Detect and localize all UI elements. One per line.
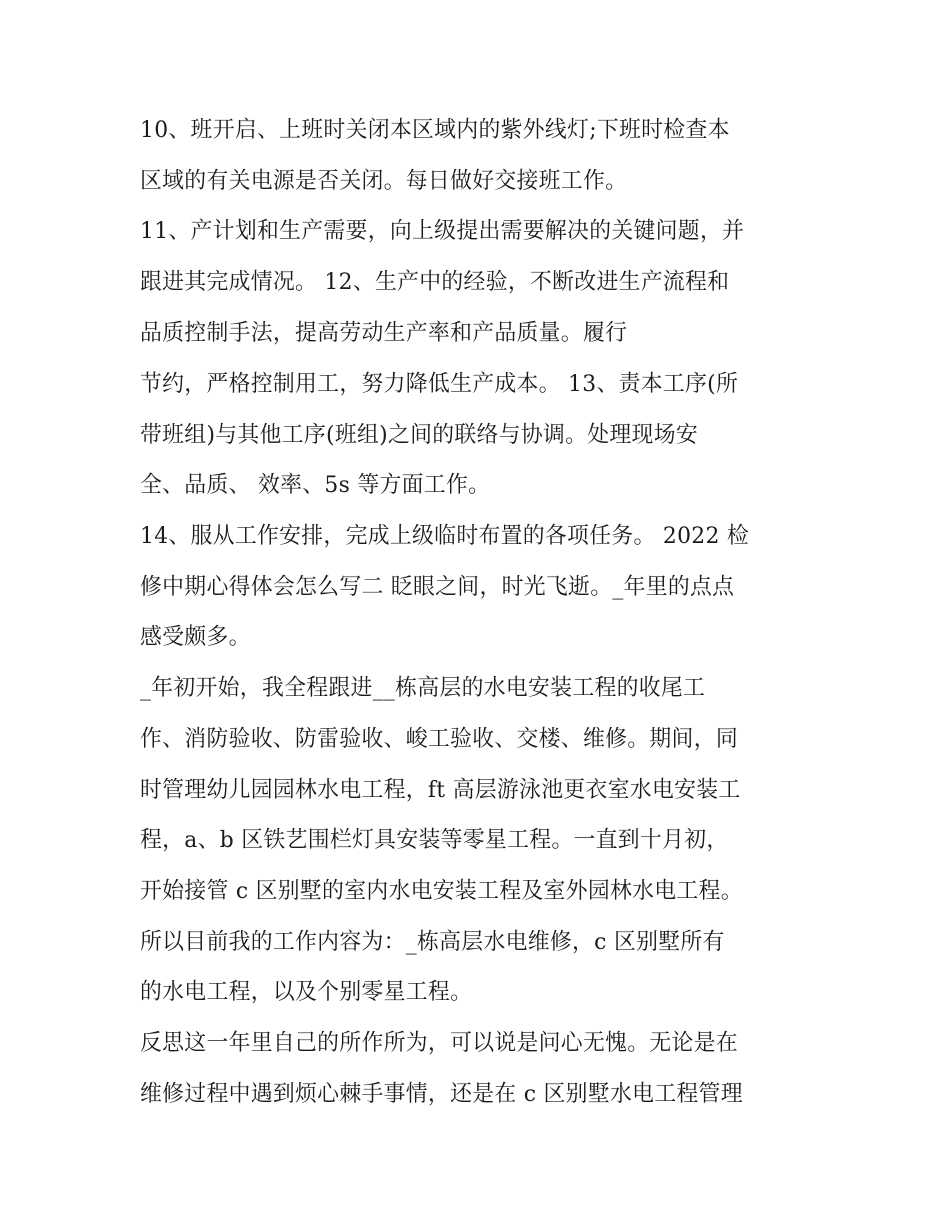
text-line: 作、消防验收、防雷验收、峻工验收、交楼、维修。期间，同 [140, 726, 739, 752]
text-line: _年初开始，我全程跟进__栋高层的水电安装工程的收尾工 [140, 675, 706, 701]
text-line: 跟进其完成情况。 12、生产中的经验，不断改进生产流程和 [140, 269, 730, 295]
text-line: 带班组)与其他工序(班组)之间的联络与协调。处理现场安 [140, 422, 699, 448]
text-line: 反思这一年里自己的所作所为，可以说是问心无愧。无论是在 [140, 1030, 739, 1056]
text-line: 修中期心得体会怎么写二 眨眼之间，时光飞逝。_年里的点点 [140, 574, 735, 600]
text-line: 14、服从工作安排，完成上级临时布置的各项任务。 2022 检 [140, 523, 750, 549]
text-line: 感受颇多。 [140, 624, 251, 650]
text-line: 开始接管 c 区别墅的室内水电安装工程及室外园林水电工程。 [140, 878, 743, 904]
text-line: 品质控制手法，提高劳动生产率和产品质量。履行 [140, 320, 628, 346]
text-line: 所以目前我的工作内容为：_栋高层水电维修，c 区别墅所有 [140, 929, 725, 955]
text-line: 时管理幼儿园园林水电工程，ft 高层游泳池更衣室水电安装工 [140, 777, 741, 803]
text-line: 区域的有关电源是否关闭。每日做好交接班工作。 [140, 168, 628, 194]
text-line: 节约，严格控制用工，努力降低生产成本。 13、责本工序(所 [140, 371, 739, 397]
text-line: 10、班开启、上班时关闭本区域内的紫外线灯;下班时检查本 [140, 117, 730, 143]
text-line: 的水电工程，以及个别零星工程。 [140, 979, 473, 1005]
text-line: 11、产计划和生产需要，向上级提出需要解决的关键问题，并 [140, 218, 745, 244]
text-line: 程，a、b 区铁艺围栏灯具安装等零星工程。一直到十月初， [140, 827, 729, 853]
text-line: 全、品质、 效率、5s 等方面工作。 [140, 472, 491, 498]
text-line: 维修过程中遇到烦心棘手事情，还是在 c 区别墅水电工程管理 [140, 1081, 743, 1107]
